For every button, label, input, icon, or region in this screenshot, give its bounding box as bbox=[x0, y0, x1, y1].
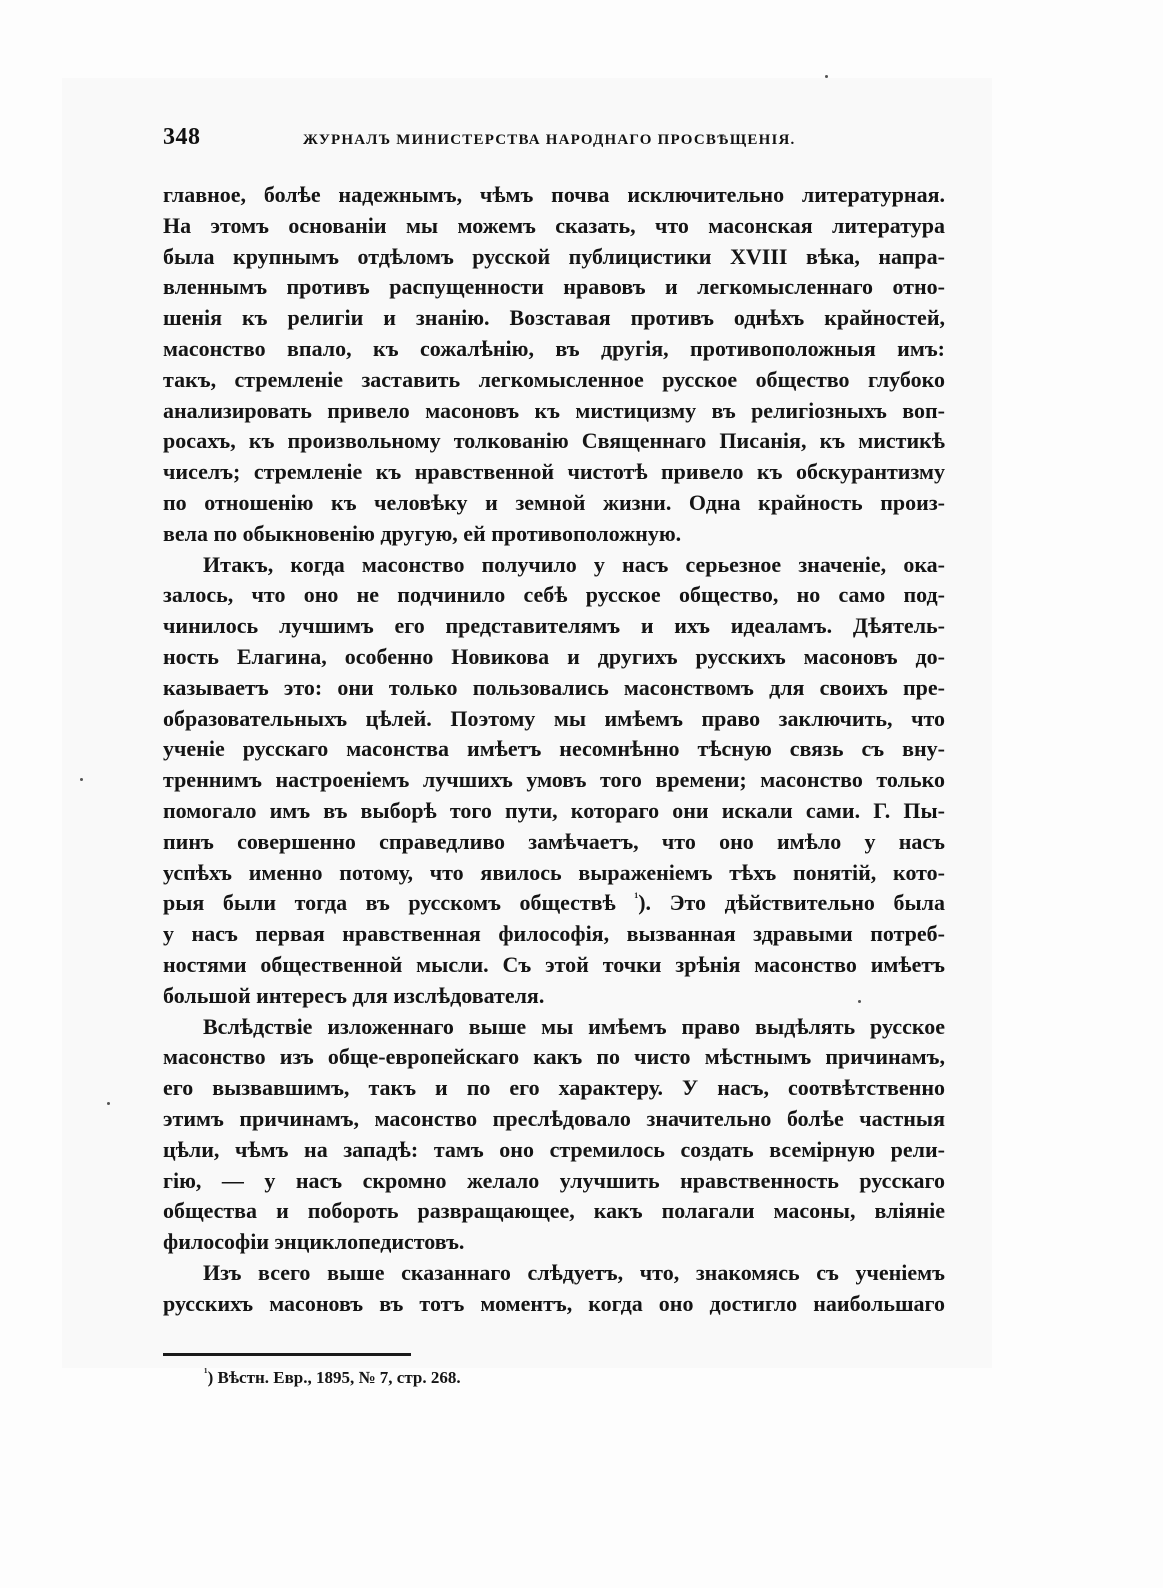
footnote-reference[interactable]: ¹ bbox=[634, 890, 639, 905]
text-line: у насъ первая нравственная философія, вызванная здравыми потреб- bbox=[163, 921, 945, 947]
text-segment: рыя были тогда въ русскомъ обществѣ bbox=[163, 890, 616, 916]
text-line: помогало имъ въ выборѣ того пути, котораго они искали сами. Г. Пы- bbox=[163, 797, 945, 823]
text-line: образовательныхъ цѣлей. Поэтому мы имѣемъ право заключить, что bbox=[163, 705, 945, 731]
text-line: масонство впало, къ сожалѣнію, въ другія, противоположныя имъ: bbox=[163, 335, 945, 361]
text-line: ученіе русскаго масонства имѣетъ несомнѣнно тѣсную связь съ вну- bbox=[163, 736, 945, 762]
text-line: успѣхъ именно потому, что явилось выраженіемъ тѣхъ понятій, кото- bbox=[163, 859, 945, 885]
text-line: росахъ, къ произвольному толкованію Священнаго Писанія, къ мистикѣ bbox=[163, 428, 945, 454]
text-line: большой интересъ для изслѣдователя. bbox=[163, 982, 545, 1008]
text-line: цѣли, чѣмъ на западѣ: тамъ оно стремилось создать всемірную рели- bbox=[163, 1136, 945, 1162]
running-header bbox=[163, 124, 945, 160]
scan-speck bbox=[858, 1000, 861, 1003]
text-line: этимъ причинамъ, масонство преслѣдовало значительно болѣе частныя bbox=[163, 1105, 945, 1131]
text-line: главное, болѣе надежнымъ, чѣмъ почва исключительно литературная. bbox=[163, 182, 945, 207]
text-line: вела по обыкновенію другую, ей противоположную. bbox=[163, 520, 682, 546]
footnote bbox=[204, 1365, 461, 1388]
text-line: залось, что оно не подчинило себѣ русское общество, но само под- bbox=[163, 582, 945, 608]
text-line: анализировать привело масоновъ къ мистицизму въ религіозныхъ воп- bbox=[163, 397, 945, 423]
text-line: казываетъ это: они только пользовались масонствомъ для своихъ пре- bbox=[163, 674, 945, 700]
text-line: Вслѣдствіе изложеннаго выше мы имѣемъ право выдѣлять русское bbox=[203, 1013, 945, 1039]
paragraph-2 bbox=[163, 550, 945, 1012]
text-line: ность Елагина, особенно Новикова и другихъ русскихъ масоновъ до- bbox=[163, 643, 945, 669]
text-line-with-footnote bbox=[163, 888, 945, 919]
text-line: по отношенію къ человѣку и земной жизни. Одна крайность произ- bbox=[163, 489, 945, 515]
text-line: вленнымъ противъ распущенности нравовъ и легкомысленнаго отно- bbox=[163, 274, 945, 300]
text-line: гію, — у насъ скромно желало улучшить нравственность русскаго bbox=[163, 1167, 945, 1193]
text-line: такъ, стремленіе заставить легкомысленное русское общество глубоко bbox=[163, 366, 945, 392]
text-line: Изъ всего выше сказаннаго слѣдуетъ, что, знакомясь съ ученіемъ bbox=[203, 1259, 945, 1285]
text-line: русскихъ масоновъ въ тотъ моментъ, когда оно достигло наибольшаго bbox=[163, 1290, 945, 1316]
text-line: Итакъ, когда масонство получило у насъ серьезное значеніе, ока- bbox=[203, 551, 945, 577]
paragraph-3 bbox=[163, 1012, 945, 1258]
footnote-mark: ¹ bbox=[204, 1365, 208, 1380]
text-line: пинъ совершенно справедливо замѣчаетъ, что оно имѣло у насъ bbox=[163, 828, 945, 854]
scan-speck bbox=[107, 1102, 110, 1105]
text-line: была крупнымъ отдѣломъ русской публицистики XVIII вѣка, напра- bbox=[163, 243, 945, 269]
text-line: масонство изъ обще-европейскаго какъ по чисто мѣстнымъ причинамъ, bbox=[163, 1044, 945, 1070]
paragraph-4 bbox=[163, 1258, 945, 1320]
scan-speck bbox=[80, 778, 83, 781]
scan-speck bbox=[825, 75, 828, 78]
text-line: шенія къ религіи и знанію. Возставая противъ однѣхъ крайностей, bbox=[163, 305, 945, 331]
body-text bbox=[163, 180, 945, 1319]
text-line: ностями общественной мысли. Съ этой точки зрѣнія масонство имѣетъ bbox=[163, 951, 945, 977]
footnote-text: ) Вѣстн. Евр., 1895, № 7, стр. 268. bbox=[207, 1368, 461, 1387]
text-line: его вызвавшимъ, такъ и по его характеру. У насъ, соотвѣтственно bbox=[163, 1075, 945, 1101]
text-line: чинилось лучшимъ его представителямъ и ихъ идеаламъ. Дѣятель- bbox=[163, 613, 945, 639]
text-line: треннимъ настроеніемъ лучшихъ умовъ того времени; масонство только bbox=[163, 767, 945, 793]
text-line: общества и побороть развращающее, какъ полагали масоны, вліяніе bbox=[163, 1198, 945, 1224]
footnote-divider bbox=[163, 1353, 411, 1356]
text-segment: ). Это дѣйствительно была bbox=[638, 890, 945, 916]
page-number: 348 bbox=[163, 124, 201, 150]
text-line: философіи энциклопедистовъ. bbox=[163, 1229, 465, 1255]
paragraph-1 bbox=[163, 180, 945, 550]
journal-title: ЖУРНАЛЪ МИНИСТЕРСТВА НАРОДНАГО ПРОСВѢЩЕНІЯ. bbox=[303, 132, 796, 148]
text-line: чиселъ; стремленіе къ нравственной чистотѣ привело къ обскурантизму bbox=[163, 459, 945, 485]
text-line: На этомъ основаніи мы можемъ сказать, что масонская литература bbox=[163, 212, 945, 238]
